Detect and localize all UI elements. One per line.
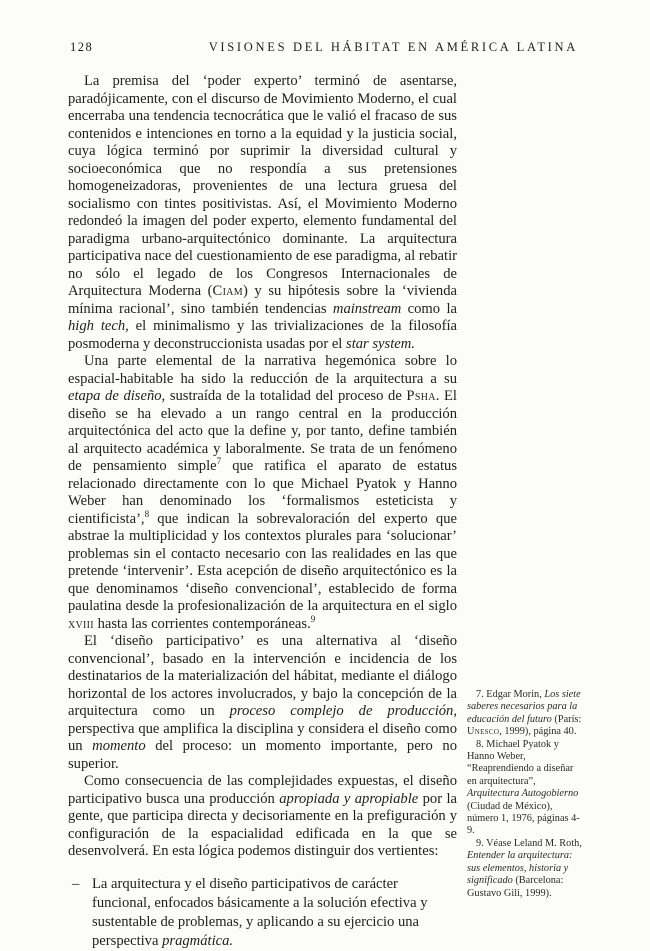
page-number: 128 (70, 40, 94, 54)
body-text (68, 73, 457, 951)
italic-term: Entender la arquitectura: sus elementos, historia y significado (467, 850, 573, 887)
italic-term: proceso complejo de producción, (229, 703, 457, 719)
acronym-psha: Psha (406, 388, 436, 404)
italic-term: mainstream (332, 300, 402, 317)
text-run: que ratifica el aparato de estatus relacionado directamente con lo que Michael Pyatok y Hanno Weber han denominado los ‘formalismos esteticista y cientificista’, (68, 458, 457, 527)
roman-numeral: xviii (68, 615, 94, 632)
text-run: 7. Edgar Morin, (476, 689, 545, 700)
list-item (68, 875, 457, 951)
text-run: La arquitectura y el diseño participativos de carácter funcional, enfocados básicamente a la solución efectiva y sustentable de problemas, y aplicando a su ejercicio una perspectiva (92, 875, 428, 949)
text-run: Una parte elemental de la narrativa hegemónica sobre lo espacial-habitable ha sido la reducción de la arquitectura a su (68, 353, 457, 387)
text-run: El ‘diseño participativo’ es una alternativa al ‘diseño convencional’, basado en la intervención e incidencia de los destinatarios de la materialización del hábitat, mediante el diálogo horizontal de los actores involucrados, y bajo la concepción de la arquitectura como un (68, 633, 457, 719)
text-run: 8. Michael Pyatok y Hanno Weber, “Reaprendiendo a diseñar en arquitectura”, (467, 738, 574, 787)
italic-term: momento (92, 738, 146, 754)
footnote-9 (467, 838, 585, 900)
footnotes (467, 689, 585, 900)
text-run: perspectiva que amplifica la disciplina y considera el diseño como un (68, 720, 457, 754)
text-run: La premisa del ‘poder experto’ terminó de asentarse, paradójicamente, con el discurso de Movimiento Moderno, el cual encerraba una tendencia tecnocrática que le valió el fracaso de sus contenidos e intenciones en torno a la equidad y la justicia social, cuya lógica terminó por suprimir la diversidad cultural y socioeconómica que no respondía a sus pretensiones homogeneizadoras, provenientes de una lectura gruesa del socialismo con tintes positivistas. Así, el Movimiento Moderno redondeó la imagen del poder experto, elemento fundamental del paradigma urbano-arquitectónico dominante. La arquitectura participativa nace del cuestionamiento de ese paradigma, al rebatir no sólo el legado de los Congresos Internacionales de Arquitectura Moderna ( (68, 73, 457, 299)
footnote-7 (467, 689, 585, 739)
text-run: sustraída de la totalidad del proceso de (165, 388, 407, 404)
italic-term: Arquitectura Autogobierno (467, 788, 579, 800)
bullet-list (68, 875, 457, 951)
text-run: (Ciudad de México), número 1, 1976, páginas 4-9. (467, 800, 580, 837)
text-run: que indican la sobrevaloración del experto que abstrae la multiplicidad y los contextos plurales para ‘solucionar’ problemas sin el contacto necesario con las realidades en las que pretende ‘intervenir’. Esta acepción de diseño arquitectónico es la que denominamos ‘diseño convencional’, establecido de forma paulatina desde la profesionalización de la arquitectura en el siglo (68, 510, 457, 614)
italic-term: star system. (346, 335, 415, 352)
text-run: (París: (551, 713, 582, 725)
text-run: como la (401, 300, 457, 317)
italic-term: pragmática. (162, 932, 234, 949)
italic-term: etapa de diseño, (68, 388, 166, 404)
text-run: hasta las corrientes contemporáneas. (93, 615, 311, 632)
footnote-ref[interactable]: 7 (216, 456, 222, 467)
paragraph-3 (68, 633, 457, 773)
paragraph-1 (68, 73, 457, 353)
text-run: 9. Véase Leland M. Roth, (476, 837, 582, 849)
footnote-8 (467, 739, 585, 838)
acronym-unesco: Unesco (467, 726, 500, 738)
paragraph-4 (68, 773, 457, 861)
footnote-ref[interactable]: 9 (310, 613, 316, 624)
text-run: el minimalismo y las trivializaciones de la filosofía posmoderna y deconstruccionista usadas por el (68, 318, 457, 352)
text-run: ) y su hipótesis sobre la ‘vivienda mínima racional’, sino también tendencias (68, 283, 457, 317)
acronym-ciam: Ciam (212, 283, 243, 299)
text-run: del proceso: un momento importante, pero no superior. (68, 738, 457, 772)
running-title: VISIONES DEL HÁBITAT EN AMÉRICA LATINA (208, 40, 578, 54)
text-run: Como consecuencia de las complejidades expuestas, el diseño participativo busca una producción (68, 773, 457, 807)
italic-term: Los siete saberes necesarios para la educación del futuro (467, 689, 581, 725)
italic-term: apropiada y apropiable (279, 790, 419, 807)
text-run: (Barcelona: Gustavo Gili, 1999). (467, 875, 564, 899)
footnote-ref[interactable]: 8 (144, 508, 150, 519)
text-run: . El diseño se ha elevado a un rango central en la producción arquitectónica del acto que la define y, por tanto, define también al arquitecto académica y laboralmente. Se trata de un fenómeno de pensamiento simple (68, 388, 457, 474)
page-header (70, 40, 578, 55)
text-run: por la gente, que participa directa y decisoriamente en la prefiguración y configuración de la espacialidad edificada en la que se desenvolverá. En esta lógica podemos distinguir dos vertientes: (68, 790, 457, 859)
paragraph-2 (68, 353, 457, 633)
dash-bullet: – (72, 875, 80, 892)
text-run: , 1999), página 40. (499, 726, 577, 738)
italic-term: high tech, (68, 318, 129, 334)
